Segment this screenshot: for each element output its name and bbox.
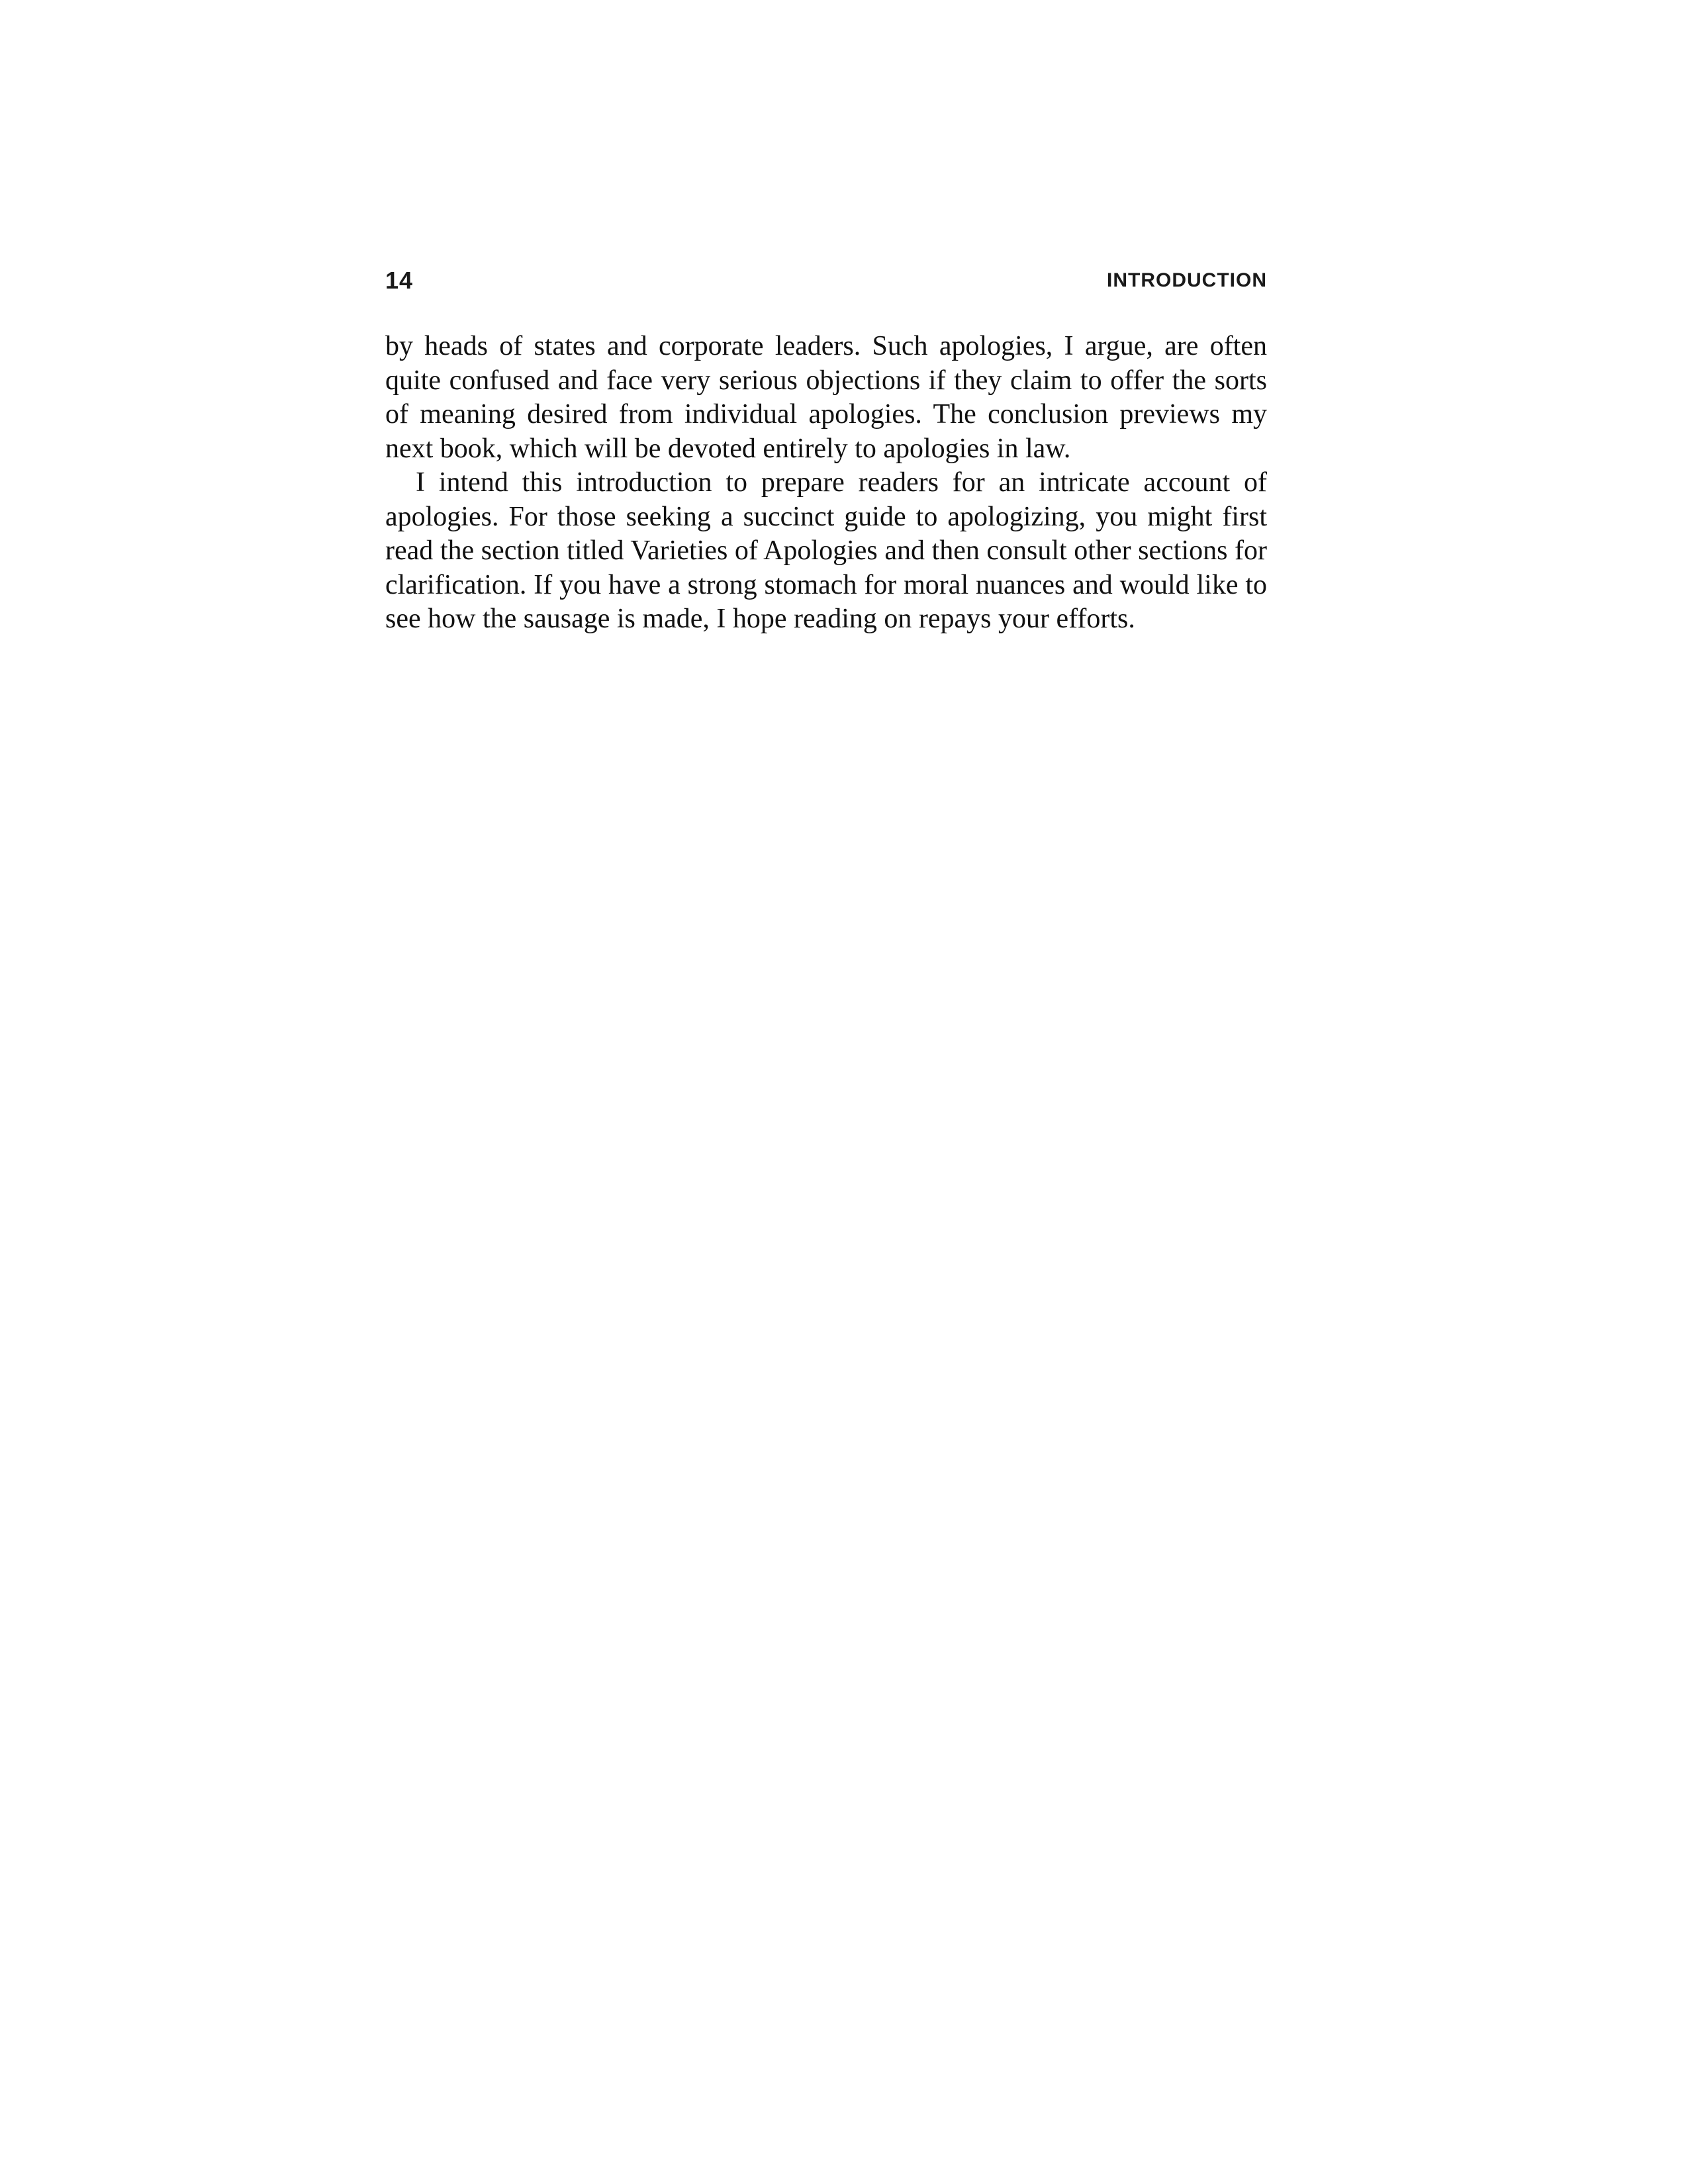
page-number: 14 — [385, 267, 414, 294]
running-section-title: INTRODUCTION — [1107, 269, 1267, 291]
paragraph-continuation: by heads of states and corporate leaders. Such apologies, I argue, are often quite confused and face very serious objections if they claim to offer the sorts of meaning desired from individual apologies. The conclusion previews my next book, which will be devoted entirely to apologies in law. — [385, 331, 1267, 464]
running-head — [385, 263, 1267, 298]
body-text — [385, 330, 1267, 637]
paragraph: I intend this introduction to prepare readers for an intricate account of apologies. For those seeking a succinct guide to apologizing, you might first read the section titled Varieties of Apologies and then consult other sections for clarification. If you have a strong stomach for moral nuances and would like to see how the sausage is made, I hope reading on repays your efforts. — [385, 467, 1267, 634]
